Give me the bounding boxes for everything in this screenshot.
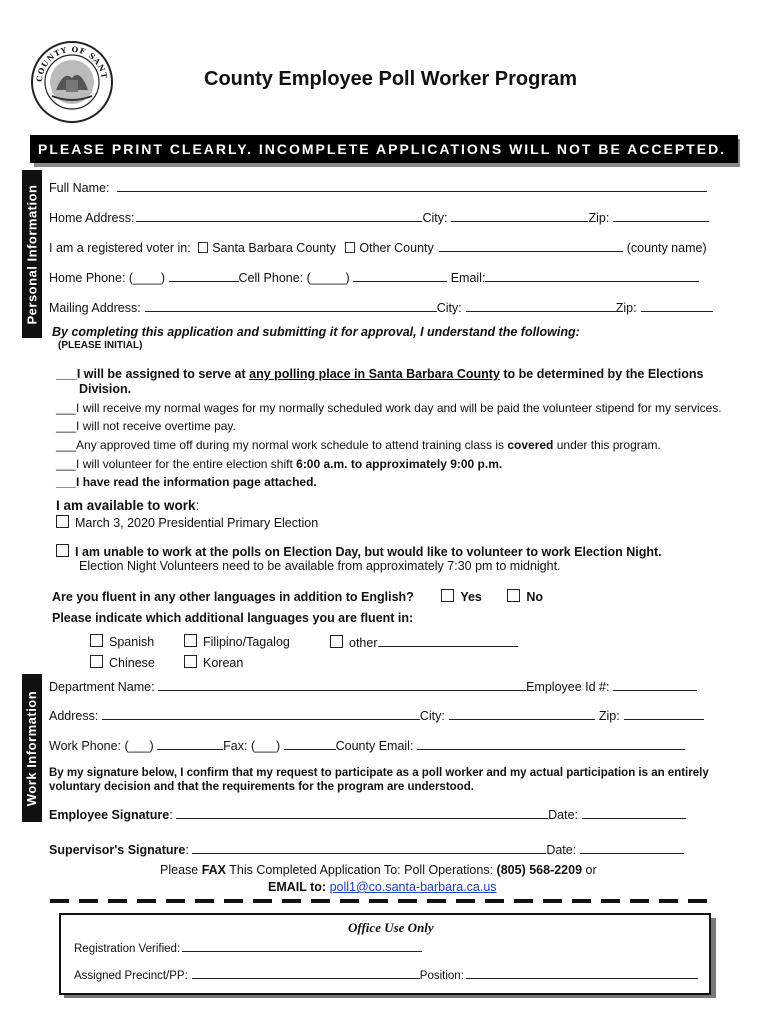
- full-name-row: Full Name:: [49, 179, 707, 195]
- languages-question: Are you fluent in any other languages in addition to English? Yes No: [52, 590, 544, 604]
- chinese-checkbox[interactable]: [90, 655, 103, 668]
- side-label-work: Work Information: [22, 674, 42, 822]
- employee-date-field[interactable]: [582, 806, 686, 819]
- divider-dash: [369, 899, 388, 903]
- county-name-field[interactable]: [439, 239, 623, 252]
- divider-dash: [630, 899, 649, 903]
- spanish-checkbox[interactable]: [90, 634, 103, 647]
- other-county-checkbox[interactable]: [345, 242, 355, 253]
- banner-text: PLEASE PRINT CLEARLY. INCOMPLETE APPLICATIONS WILL NOT BE ACCEPTED.: [38, 141, 727, 157]
- filipino-checkbox[interactable]: [184, 634, 197, 647]
- agreement-item-2: ___I will receive my normal wages for my normally scheduled work day and will be paid the volunteer stipend for my services.: [56, 401, 722, 415]
- employee-signature-field[interactable]: [176, 806, 548, 819]
- divider-dash: [108, 899, 127, 903]
- election-night-note: Election Night Volunteers need to be available from approximately 7:30 pm to midnight.: [79, 559, 561, 573]
- agreement-item-1-cont: Division.: [79, 382, 132, 396]
- registration-verified-row: Registration Verified:: [74, 941, 422, 955]
- availability-heading: I am available to work:: [56, 498, 200, 513]
- korean-checkbox[interactable]: [184, 655, 197, 668]
- languages-indicate: Please indicate which additional languages you are fluent in:: [52, 611, 414, 625]
- initial-note: (PLEASE INITIAL): [58, 340, 143, 351]
- full-name-field[interactable]: [117, 179, 707, 192]
- language-spanish: Spanish: [90, 634, 154, 649]
- divider-dash: [311, 899, 330, 903]
- fax-instruction: Please FAX This Completed Application To: Poll Operations: (805) 568-2209 or: [160, 863, 597, 877]
- divider-dash: [543, 899, 562, 903]
- supervisor-signature-field[interactable]: [192, 841, 546, 854]
- agreement-item-5: ___I will volunteer for the entire election shift 6:00 a.m. to approximately 9:00 p.m.: [56, 457, 503, 471]
- home-zip-field[interactable]: [613, 209, 709, 222]
- supervisor-signature-row: Supervisor's Signature: Date:: [49, 841, 684, 857]
- divider-dash: [137, 899, 156, 903]
- divider-dash: [50, 899, 69, 903]
- language-korean: Korean: [184, 655, 243, 670]
- divider-dash: [456, 899, 475, 903]
- poll-email-link[interactable]: poll1@co.santa-barbara.ca.us: [329, 880, 497, 894]
- language-other: other: [330, 634, 518, 650]
- availability-option-1: March 3, 2020 Presidential Primary Election: [56, 515, 318, 530]
- fax-field[interactable]: [284, 737, 336, 750]
- agreement-item-4: ___Any approved time off during my normal work schedule to attend training class is covered under this program.: [56, 438, 661, 452]
- home-address-row: Home Address: City: Zip:: [49, 209, 709, 225]
- banner: [30, 135, 738, 163]
- registration-verified-field[interactable]: [182, 941, 422, 952]
- email-instruction: EMAIL to: poll1@co.santa-barbara.ca.us: [268, 880, 497, 894]
- county-seal-logo: [30, 40, 114, 124]
- sb-county-checkbox[interactable]: [198, 242, 208, 253]
- department-row: Department Name: Employee Id #:: [49, 678, 697, 694]
- languages-no-checkbox[interactable]: [507, 589, 520, 602]
- work-city-field[interactable]: [449, 707, 595, 720]
- agreement-item-3: ___I will not receive overtime pay.: [56, 419, 236, 433]
- divider-dash: [195, 899, 214, 903]
- department-field[interactable]: [158, 678, 526, 691]
- employee-id-field[interactable]: [613, 678, 697, 691]
- home-address-field[interactable]: [136, 209, 422, 222]
- precinct-row: Assigned Precinct/PP: Position:: [74, 968, 698, 982]
- email-field[interactable]: [485, 269, 699, 282]
- divider-dash: [282, 899, 301, 903]
- divider-dash: [427, 899, 446, 903]
- phone-row: Home Phone: (____) Cell Phone: (_____) Email:: [49, 269, 699, 285]
- divider-dash: [340, 899, 359, 903]
- mailing-address-row: Mailing Address: City: Zip:: [49, 299, 713, 315]
- office-use-title: Office Use Only: [348, 920, 434, 935]
- divider-dash: [224, 899, 243, 903]
- divider-dash: [601, 899, 620, 903]
- divider-dash: [485, 899, 504, 903]
- primary-election-checkbox[interactable]: [56, 515, 69, 528]
- language-chinese: Chinese: [90, 655, 155, 670]
- divider-dash: [79, 899, 98, 903]
- work-address-row: Address: City: Zip:: [49, 707, 704, 723]
- other-language-field[interactable]: [378, 634, 518, 647]
- work-phone-row: Work Phone: (___) Fax: (___) County Email:: [49, 737, 685, 753]
- mailing-zip-field[interactable]: [641, 299, 713, 312]
- divider-dash: [572, 899, 591, 903]
- position-field[interactable]: [466, 968, 698, 979]
- agreement-item-1: ___I will be assigned to serve at any polling place in Santa Barbara County to be determined by the Elections: [56, 367, 704, 381]
- availability-option-2: I am unable to work at the polls on Election Day, but would like to volunteer to work Election Night.: [56, 544, 662, 559]
- work-zip-field[interactable]: [624, 707, 704, 720]
- side-label-personal: Personal Information: [22, 170, 42, 338]
- employee-signature-row: Employee Signature: Date:: [49, 806, 686, 822]
- mailing-address-field[interactable]: [145, 299, 437, 312]
- divider-dash: [659, 899, 678, 903]
- divider-dash: [253, 899, 272, 903]
- language-filipino: Filipino/Tagalog: [184, 634, 290, 649]
- home-phone-field[interactable]: [169, 269, 239, 282]
- other-language-checkbox[interactable]: [330, 635, 343, 648]
- languages-yes-checkbox[interactable]: [441, 589, 454, 602]
- divider-dash: [398, 899, 417, 903]
- supervisor-date-field[interactable]: [580, 841, 684, 854]
- work-address-field[interactable]: [102, 707, 420, 720]
- divider-dash: [514, 899, 533, 903]
- agreement-intro: By completing this application and submitting it for approval, I understand the following:: [52, 325, 580, 339]
- precinct-field[interactable]: [192, 968, 420, 979]
- seal-text: COUNTY OF SANT: [34, 44, 109, 83]
- county-email-field[interactable]: [417, 737, 685, 750]
- home-city-field[interactable]: [451, 209, 588, 222]
- election-night-checkbox[interactable]: [56, 544, 69, 557]
- divider-dash: [688, 899, 707, 903]
- work-phone-field[interactable]: [157, 737, 223, 750]
- cell-phone-field[interactable]: [353, 269, 447, 282]
- confirmation-text: By my signature below, I confirm that my request to participate as a poll worker and my actual participation is an entirely voluntary decision and that the requirements for the program are understood.: [49, 767, 709, 793]
- agreement-item-6: ___I have read the information page attached.: [56, 475, 317, 489]
- mailing-city-field[interactable]: [466, 299, 616, 312]
- page-title: County Employee Poll Worker Program: [204, 68, 578, 90]
- divider-dash: [166, 899, 185, 903]
- voter-row: I am a registered voter in: Santa Barbara County Other County (county name): [49, 241, 707, 255]
